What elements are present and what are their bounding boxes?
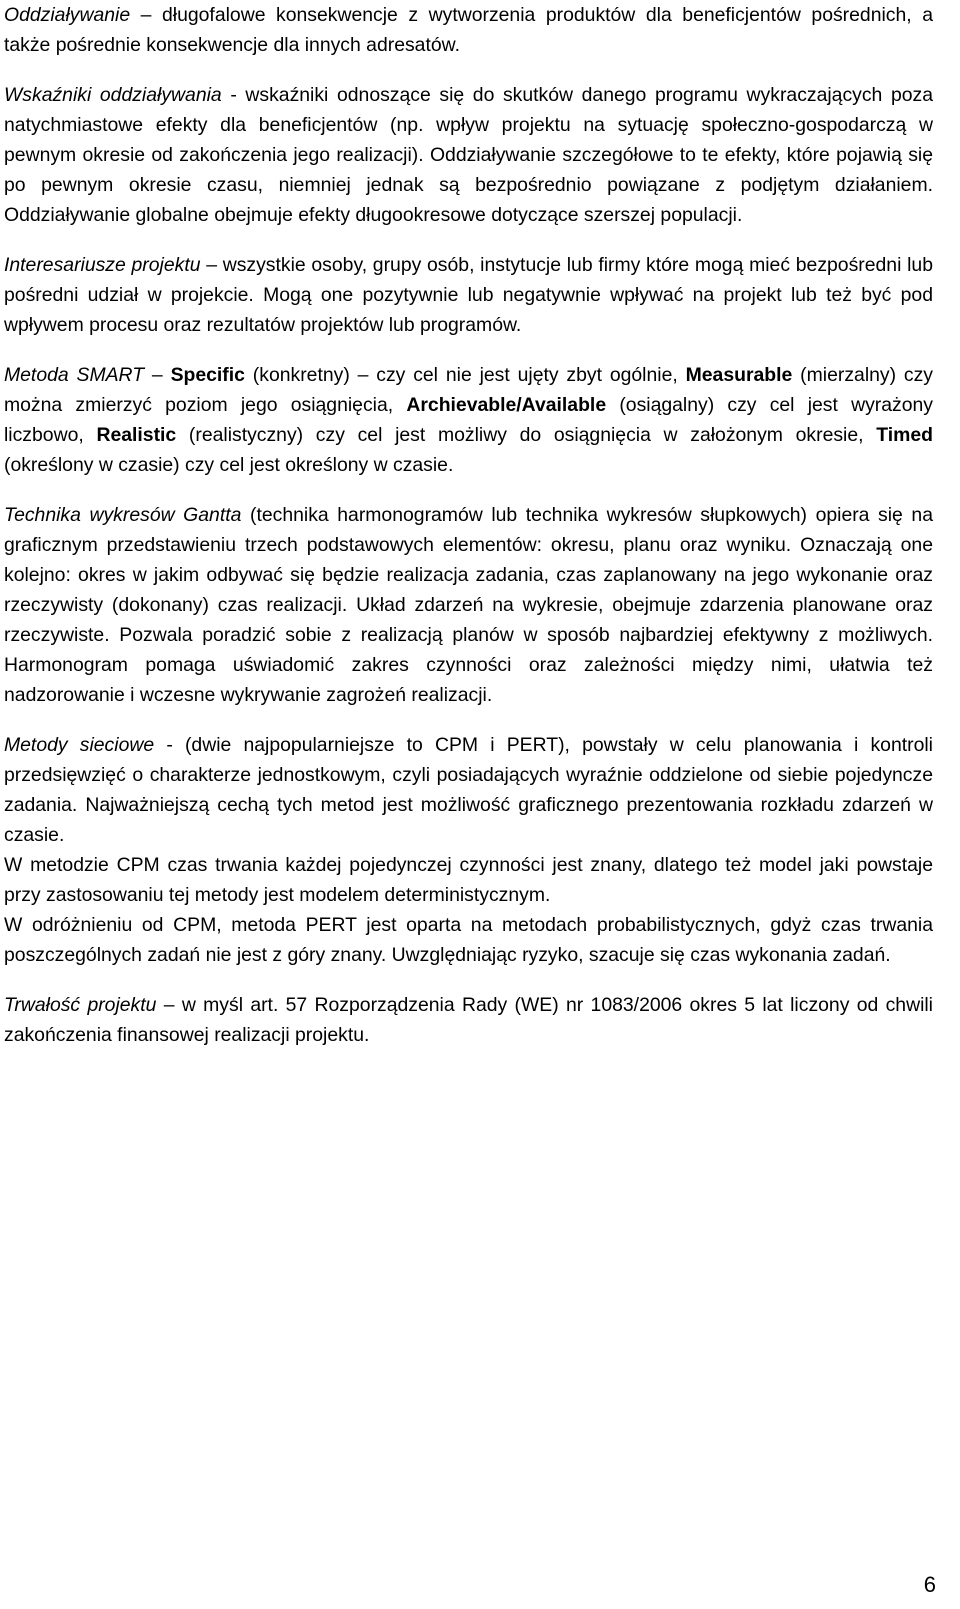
smart-text-3: (osiągalny) czy cel jest wyrażony liczbowo,: [4, 394, 933, 446]
term-interesariusze: Interesariusze projektu: [4, 254, 201, 276]
paragraph-cpm: W metodzie CPM czas trwania każdej pojedynczej czynności jest znany, dlatego też model jaki powstaje przy zastosowaniu tej metody jest modelem deterministycznym.: [4, 854, 933, 906]
paragraph-oddzialywanie: [4, 0, 933, 60]
smart-text-2: (mierzalny) czy można zmierzyć poziom jego osiągnięcia,: [4, 364, 934, 416]
definition-oddzialywanie: – długofalowe konsekwencje z wytworzenia produktów dla beneficjentów pośrednich, a także pośrednie konsekwencje dla innych adresatów.: [4, 4, 933, 56]
smart-specific: Specific: [170, 364, 245, 386]
paragraph-smart: [4, 360, 933, 480]
term-trwalosc: Trwałość projektu: [4, 994, 157, 1016]
term-sieciowe: Metody sieciowe: [4, 734, 155, 756]
smart-text-5: (określony w czasie) czy cel jest określony w czasie.: [4, 454, 454, 476]
definition-gantt: (technika harmonogramów lub technika wykresów słupkowych) opiera się na graficznym przedstawieniu trzech podstawowych elementów: okresu, planu oraz wyniku. Oznaczają one kolejno: okres w jakim odbywać się będzie realizacja zadania, czas zaplanowany na jego wykonanie oraz rzeczywisty (dokonany) czas realizacji. Układ zdarzeń na wykresie, obejmuje zdarzenia planowane oraz rzeczywiste. Pozwala poradzić sobie z realizacją planów w sposób najbardziej efektywny z możliwych. Harmonogram pomaga uświadomić zakres czynności oraz zależności między nimi, ułatwia też nadzorowanie i wczesne wykrywanie zagrożeń realizacji.: [4, 504, 933, 706]
document-page: [4, 0, 933, 1050]
definition-interesariusze: – wszystkie osoby, grupy osób, instytucje lub firmy które mogą mieć bezpośredni lub pośredni udział w projekcie. Mogą one pozytywnie lub negatywnie wpływać na projekt lub też być pod wpływem procesu oraz rezultatów projektów lub programów.: [4, 254, 933, 336]
definition-wskazniki: - wskaźniki odnoszące się do skutków danego programu wykraczających poza natychmiastowe efekty dla beneficjentów (np. wpływ projektu na sytuację społeczno-gospodarczą w pewnym okresie od zakończenia jego realizacji). Oddziaływanie szczegółowe to te efekty, które pojawią się po pewnym okresie czasu, niemniej jednak są bezpośrednio powiązane z podjętym działaniem. Oddziaływanie globalne obejmuje efekty długookresowe dotyczące szerszej populacji.: [4, 84, 933, 226]
definition-sieciowe: - (dwie najpopularniejsze to CPM i PERT), powstały w celu planowania i kontroli przedsięwzięć o charakterze jednostkowym, czyli posiadających wyraźnie oddzielone od siebie pojedyncze zadania. Najważniejszą cechą tych metod jest możliwość graficznego prezentowania rozkładu zdarzeń w czasie.: [4, 734, 933, 846]
paragraph-sieciowe: [4, 730, 933, 850]
term-smart: Metoda SMART: [4, 364, 145, 386]
smart-text-1: (konkretny) – czy cel nie jest ujęty zbyt ogólnie,: [244, 364, 686, 386]
smart-text-0: –: [144, 364, 171, 386]
paragraph-gantt: [4, 500, 933, 710]
smart-realistic: Realistic: [96, 424, 177, 446]
term-gantt: Technika wykresów Gantta: [4, 504, 242, 526]
smart-timed: Timed: [876, 424, 933, 446]
page-number: 6: [923, 1572, 936, 1597]
definition-trwalosc: – w myśl art. 57 Rozporządzenia Rady (WE) nr 1083/2006 okres 5 lat liczony od chwili zakończenia finansowej realizacji projektu.: [4, 994, 933, 1046]
paragraph-trwalosc: [4, 990, 933, 1050]
paragraph-interesariusze: [4, 250, 933, 340]
paragraph-wskazniki: [4, 80, 933, 230]
smart-measurable: Measurable: [685, 364, 793, 386]
smart-text-4: (realistyczny) czy cel jest możliwy do osiągnięcia w założonym okresie,: [176, 424, 877, 446]
paragraph-pert: W odróżnieniu od CPM, metoda PERT jest oparta na metodach probabilistycznych, gdyż czas trwania poszczególnych zadań nie jest z góry znany. Uwzględniając ryzyko, szacuje się czas wykonania zadań.: [4, 914, 933, 966]
term-oddzialywanie: Oddziaływanie: [4, 4, 131, 26]
term-wskazniki: Wskaźniki oddziaływania: [4, 84, 222, 106]
smart-achievable: Archievable/Available: [406, 394, 607, 416]
